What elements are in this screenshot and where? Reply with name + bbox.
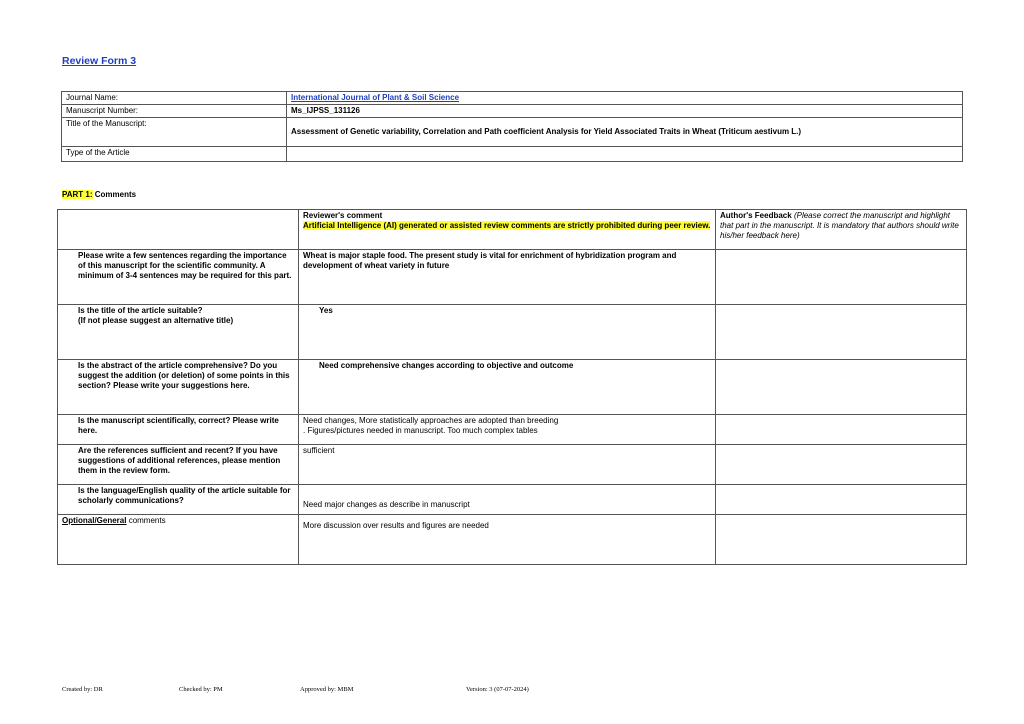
manuscript-info-table [61,91,963,162]
article-type-row [62,147,963,162]
ai-notice: Artificial Intelligence (AI) generated or assisted review comments are strictly prohibited during peer review. [303,221,711,230]
reviewer-comment-cell[interactable]: Need major changes as describe in manuscript [299,485,716,515]
form-title: Review Form 3 [62,55,137,67]
article-type-value [287,147,963,162]
manuscript-title-value: Assessment of Genetic variability, Correlation and Path coefficient Analysis for Yield Associated Traits in Wheat (Triticum aestivum L.) [287,118,963,147]
author-feedback-cell[interactable] [716,445,967,485]
author-feedback-note: (Please correct the manuscript and highlight that part in the manuscript. It is mandatory that authors should write his/her feedback here) [720,211,959,240]
manuscript-number-value: Ms_IJPSS_131126 [287,105,963,118]
reviewer-comment-cell[interactable]: Yes [299,305,716,360]
review-row [58,445,967,485]
author-feedback-cell[interactable] [716,360,967,415]
review-row [58,485,967,515]
journal-row [62,92,963,105]
question-cell: Is the title of the article suitable? (If not please suggest an alternative title) [58,305,299,360]
optional-row [58,515,967,565]
author-feedback-header [716,210,967,250]
header-blank-cell [58,210,299,250]
reviewer-comment-header [299,210,716,250]
reviewer-comment-cell[interactable]: Wheat is major staple food. The present study is vital for enrichment of hybridization program and development of wheat variety in future [299,250,716,305]
footer-version: Version: 3 (07-07-2024) [466,686,529,693]
article-type-label: Type of the Article [62,147,287,162]
footer-approved: Approved by: MBM [300,686,354,693]
optional-comment-cell[interactable]: More discussion over results and figures are needed [299,515,716,565]
journal-label: Journal Name: [62,92,287,105]
author-feedback-cell[interactable] [716,485,967,515]
review-row [58,415,967,445]
journal-value [287,92,963,105]
manuscript-number-label: Manuscript Number: [62,105,287,118]
question-cell: Are the references sufficient and recent? If you have suggestions of additional references, please mention them in the review form. [58,445,299,485]
author-feedback-cell[interactable] [716,305,967,360]
optional-author-feedback-cell[interactable] [716,515,967,565]
review-header-row [58,210,967,250]
footer-checked: Checked by: PM [179,686,223,693]
question-cell: Is the language/English quality of the article suitable for scholarly communications? [58,485,299,515]
reviewer-comment-cell[interactable]: Need comprehensive changes according to objective and outcome [299,360,716,415]
question-cell: Is the abstract of the article comprehensive? Do you suggest the addition (or deletion) of some points in this section? Please write your suggestions here. [58,360,299,415]
optional-label-rest: comments [126,516,166,525]
review-row [58,360,967,415]
author-feedback-cell[interactable] [716,250,967,305]
manuscript-number-row [62,105,963,118]
footer-created: Created by: DR [62,686,103,693]
question-cell: Is the manuscript scientifically, correct? Please write here. [58,415,299,445]
review-table [57,209,967,565]
reviewer-comment-cell[interactable]: sufficient [299,445,716,485]
optional-label-cell [58,515,299,565]
optional-label-underlined: Optional/General [62,516,127,525]
review-row [58,250,967,305]
author-feedback-title: Author's Feedback [720,211,792,220]
reviewer-comment-cell[interactable]: Need changes, More statistically approaches are adopted than breeding . Figures/pictures needed in manuscript. Too much complex tables [299,415,716,445]
review-row [58,305,967,360]
reviewer-comment-title: Reviewer's comment [303,211,383,220]
part-prefix: PART 1: [62,190,93,199]
manuscript-title-label: Title of the Manuscript: [62,118,287,147]
part-heading [62,190,136,199]
author-feedback-cell[interactable] [716,415,967,445]
question-cell: Please write a few sentences regarding the importance of this manuscript for the scientific community. A minimum of 3-4 sentences may be required for this part. [58,250,299,305]
part-label: Comments [94,190,137,199]
manuscript-title-row [62,118,963,147]
journal-link[interactable]: International Journal of Plant & Soil Science [291,93,460,102]
